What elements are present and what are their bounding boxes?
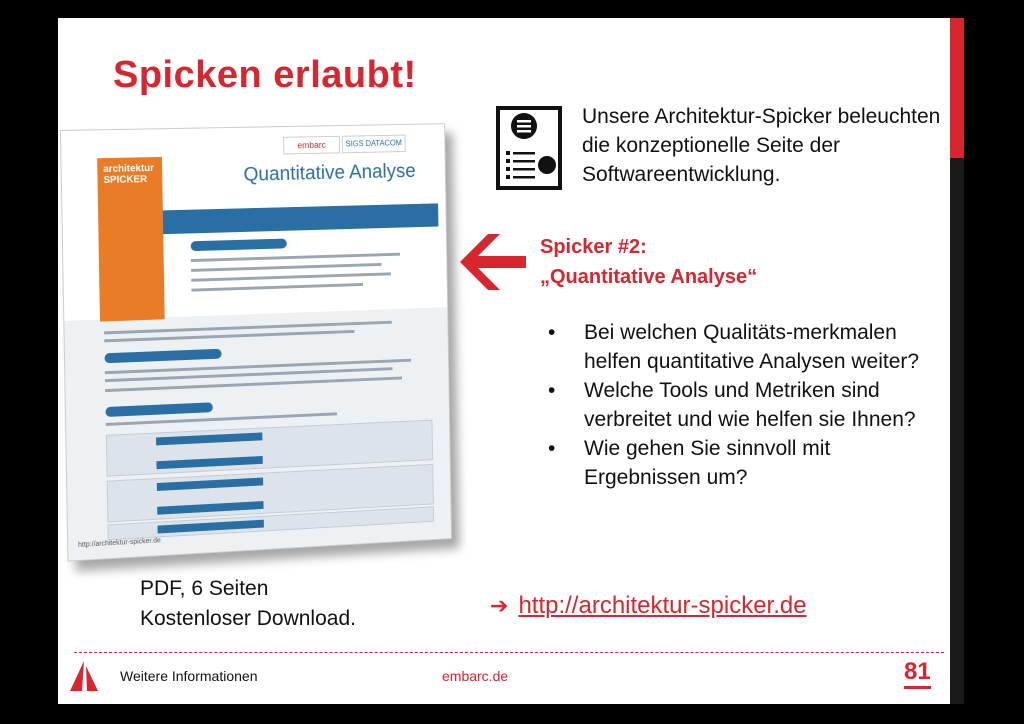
footer-divider [74, 652, 944, 653]
doc-box-bar [157, 501, 263, 515]
pdf-pages: PDF, 6 Seiten [140, 577, 269, 600]
doc-logo-text: architektur SPICKER [103, 163, 155, 187]
pdf-download: Kostenloser Download. [140, 607, 356, 630]
spicker-label: Spicker #2: [540, 236, 647, 258]
slide-title: Spicken erlaubt! [113, 54, 417, 96]
doc-footer-url: http://architektur-spicker.de [78, 537, 161, 550]
doc-box-bar [156, 432, 262, 445]
pdf-info [140, 574, 356, 634]
question-list [540, 318, 930, 492]
doc-text-line [191, 283, 363, 292]
slide [58, 18, 964, 704]
download-link-row [490, 592, 807, 620]
page-number: 81 [904, 658, 931, 689]
intro-text: Unsere Architektur-Spicker beleuchten die konzeptionelle Seite der Softwareentwicklung. [582, 105, 941, 186]
doc-publisher-sigs: SIGS DATACOM [342, 135, 406, 154]
list-item: • Welche Tools und Metriken sind verbreitet und wie helfen sie Ihnen? [540, 376, 930, 434]
footer-website[interactable]: embarc.de [442, 668, 509, 684]
document-preview [60, 130, 500, 570]
doc-section-bar [191, 239, 287, 252]
doc-publisher-embarc: embarc [283, 136, 340, 155]
side-scroll-bar [950, 158, 964, 704]
doc-blue-bar [163, 203, 439, 234]
doc-text-line [191, 263, 381, 272]
list-item: • Wie gehen Sie sinnvoll mit Ergebnissen um? [540, 434, 930, 492]
document-page [60, 123, 452, 561]
doc-box-bar [156, 456, 262, 469]
doc-box-bar [157, 478, 263, 491]
document-list-icon [496, 106, 562, 190]
doc-title: Quantitative Analyse [243, 160, 416, 186]
doc-orange-panel [97, 157, 165, 322]
spicker-name: „Quantitative Analyse“ [540, 266, 758, 288]
right-arrow-icon: ➔ [490, 593, 509, 618]
download-link[interactable]: http://architektur-spicker.de [518, 592, 807, 619]
spicker-heading [540, 232, 757, 292]
doc-text-line [191, 272, 391, 281]
left-arrow-icon [458, 232, 528, 292]
footer-more-info: Weitere Informationen [120, 668, 258, 684]
doc-text-line [191, 253, 400, 262]
side-accent-bar [950, 18, 964, 158]
doc-box-bar [158, 520, 264, 534]
embarc-logo-icon [68, 660, 100, 692]
list-item: • Bei welchen Qualitäts-merkmalen helfen quantitative Analysen weiter? [540, 318, 930, 376]
